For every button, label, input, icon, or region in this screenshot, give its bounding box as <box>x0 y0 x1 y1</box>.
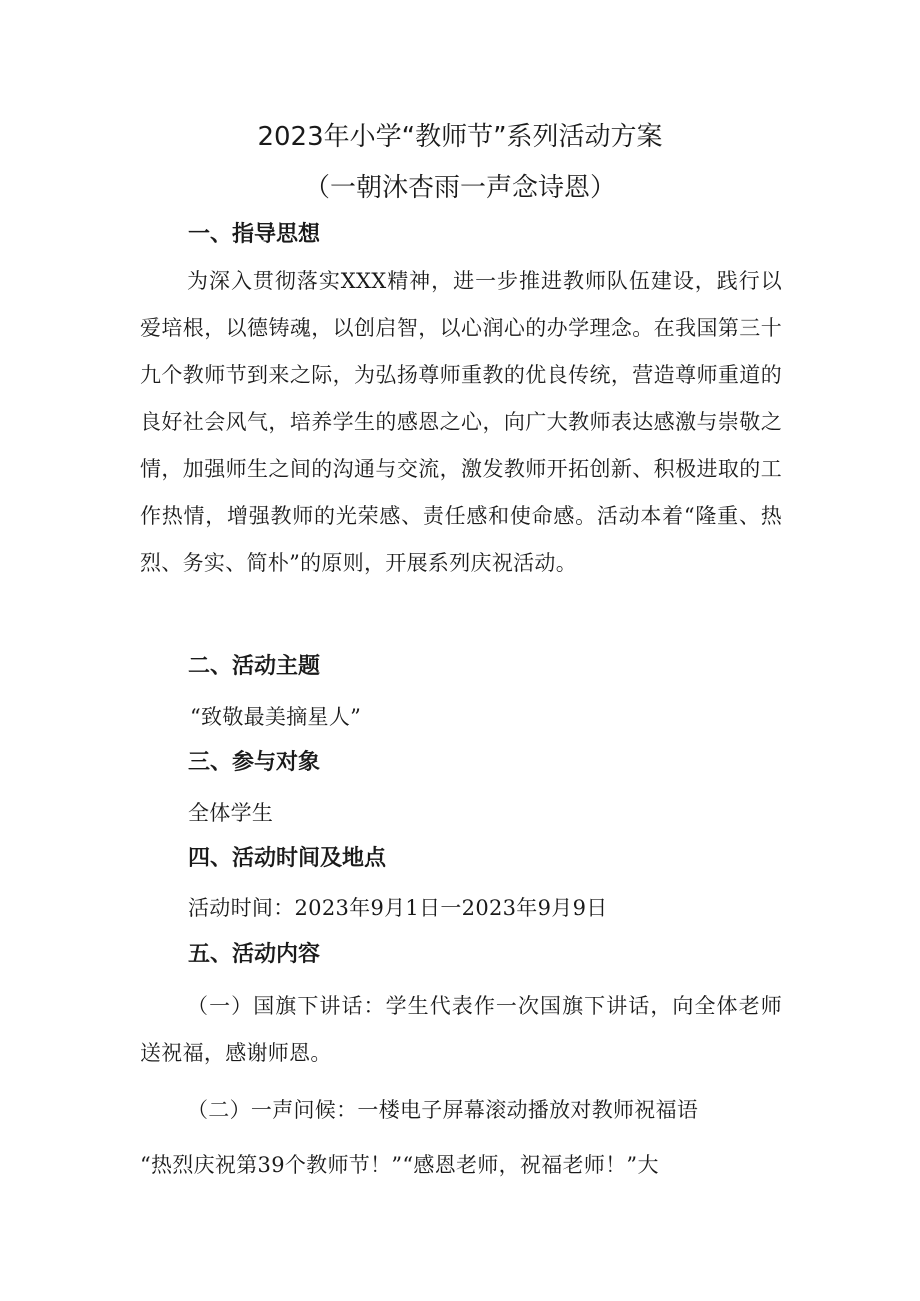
participants-text: 全体学生 <box>188 801 274 825</box>
content-item-greeting-continued: “热烈庆祝第39个教师节！”“感恩老师，祝福老师！”大 <box>140 1153 659 1177</box>
content-item-greeting: （二）一声问候：一楼电子屏幕滚动播放对教师祝福语 <box>187 1098 699 1122</box>
theme-text: “致敬最美摘星人” <box>190 705 362 729</box>
content-item-flag-speech: （一）国旗下讲话：学生代表作一次国旗下讲话，向全体老师送祝福，感谢师恩。 <box>140 994 782 1065</box>
section-heading-time-place: 四、活动时间及地点 <box>188 846 387 871</box>
section-heading-theme: 二、活动主题 <box>188 654 321 679</box>
section-heading-guiding-thought: 一、指导思想 <box>188 222 321 247</box>
activity-time-text: 活动时间：2023年9月1日一2023年9月9日 <box>188 896 608 920</box>
guiding-thought-paragraph: 为深入贯彻落实XXX精神，进一步推进教师队伍建设，践行以爱培根，以德铸魂，以创启智，以心润心的办学理念。在我国第三十九个教师节到来之际，为弘扬尊师重教的优良传统，营造尊师重道的良好社会风气，培养学生的感恩之心，向广大教师表达感激与崇敬之情，加强师生之间的沟通与交流，激发教师开拓创新、积极进取的工作热情，增强教师的光荣感、责任感和使命感。活动本着“隆重、热烈、务实、简朴”的原则，开展系列庆祝活动。 <box>140 269 782 575</box>
document-subtitle: （一朝沐杏雨一声念诗恩） <box>303 173 616 203</box>
section-heading-participants: 三、参与对象 <box>188 750 321 775</box>
document-title: 2023年小学“教师节”系列活动方案 <box>257 122 663 152</box>
section-heading-content: 五、活动内容 <box>188 942 321 967</box>
